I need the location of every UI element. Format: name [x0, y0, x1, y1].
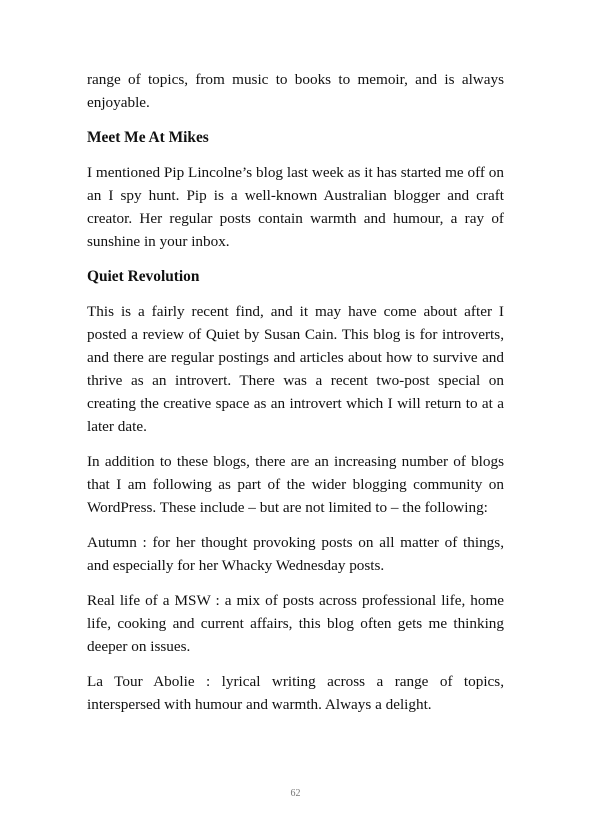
paragraph-quiet-revolution: This is a fairly recent find, and it may have come about after I posted a review of Quiet by Susan Cain. This blog is for introverts, and there are regular postings and articles about how to survive and thrive as an introvert. There was a recent two-post special on creating the creative space as an introvert which I will return to at a later date.	[87, 303, 504, 435]
paragraph-additional-blogs: In addition to these blogs, there are an increasing number of blogs that I am following as part of the wider blogging community on WordPress. These include – but are not limited to – the following:	[87, 453, 504, 516]
paragraph-real-life-msw: Real life of a MSW : a mix of posts across professional life, home life, cooking and current affairs, this blog often gets me thinking deeper on issues.	[87, 592, 504, 655]
page-number: 62	[290, 788, 301, 799]
page-body	[87, 68, 504, 728]
paragraph-la-tour-abolie: La Tour Abolie : lyrical writing across a range of topics, interspersed with humour and warmth. Always a delight.	[87, 673, 504, 713]
paragraph-autumn: Autumn : for her thought provoking posts on all matter of things, and especially for her Whacky Wednesday posts.	[87, 534, 504, 574]
heading-meet-me-at-mikes: Meet Me At Mikes	[87, 129, 209, 146]
paragraph-intro-continued: range of topics, from music to books to memoir, and is always enjoyable.	[87, 71, 504, 111]
heading-quiet-revolution: Quiet Revolution	[87, 268, 200, 285]
paragraph-meet-me-at-mikes: I mentioned Pip Lincolne’s blog last week as it has started me off on an I spy hunt. Pip is a well-known Australian blogger and craft creator. Her regular posts contain warmth and humour, a ray of sunshine in your inbox.	[87, 164, 504, 250]
